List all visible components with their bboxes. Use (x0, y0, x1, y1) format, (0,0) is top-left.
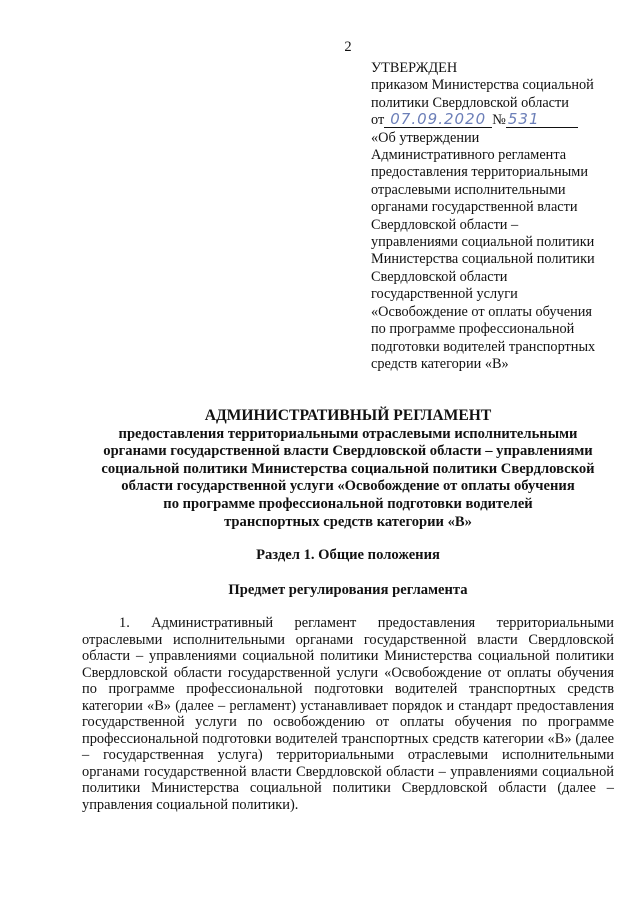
approval-title-line: средств категории «В» (371, 355, 509, 372)
approval-title-line: «Об утверждении (371, 129, 480, 146)
document-subtitle-line: по программе профессиональной подготовки водителей (163, 495, 533, 512)
document-subtitle-line: области государственной услуги «Освобождение от оплаты обучения (121, 478, 575, 495)
approval-title-line: предоставления территориальными (371, 164, 588, 181)
approval-title-line: органами государственной власти (371, 199, 578, 216)
approval-order-line: приказом Министерства социальной (371, 77, 594, 94)
document-subtitle-line: социальной политики Министерства социальной политики Свердловской (101, 460, 595, 477)
section-title: Раздел 1. Общие положения (256, 547, 440, 563)
document-subtitle-line: предоставления территориальными отраслевыми исполнительными (118, 425, 578, 442)
approval-title-line: по программе профессиональной (371, 321, 575, 338)
approval-title-line: управлениями социальной политики (371, 234, 595, 251)
handwritten-date: 07.09.2020 (384, 112, 492, 128)
approval-title-line: подготовки водителей транспортных (371, 338, 596, 355)
document-heading (82, 407, 614, 531)
subsection-title: Предмет регулирования регламента (228, 582, 468, 598)
approval-ministry-line: политики Свердловской области (371, 94, 569, 111)
document-subtitle-line: транспортных средств категории «В» (224, 513, 472, 530)
approval-title-line: государственной услуги (371, 286, 518, 303)
date-prefix: от (371, 112, 385, 129)
approval-title-line: Административного регламента (371, 147, 567, 164)
approval-title-line: Министерства социальной политики (371, 251, 595, 268)
approval-stamp-block (371, 60, 621, 373)
approval-title-line: Свердловской области – (371, 216, 519, 233)
number-prefix: № (492, 112, 506, 129)
approval-title-line: Свердловской области (371, 268, 508, 285)
approval-title-line: отраслевыми исполнительными (371, 181, 566, 198)
document-subtitle-line: органами государственной власти Свердловской области – управлениями (103, 443, 593, 460)
approval-date-number-line (371, 112, 621, 129)
paragraph-1: 1. Административный регламент предоставления территориальными отраслевыми исполнительными органами государственной власти Свердловской области – управлениями социальной политики Министерства социальной политики Свердловской области государственной услуги «Освобождение от оплаты обучения по программе профессиональной подготовки водителей транспортных средств категории «В» (далее – регламент) устанавливает порядок и стандарт предоставления государственной услуги по освобождению от оплаты обучения по программе профессиональной подготовки водителей транспортных средств категории «В» (далее – государственная услуга) территориальными отраслевыми исполнительными органами государственной власти Свердловской области – управлениями социальной политики Министерства социальной политики Свердловской области (далее – управления социальной политики). (82, 615, 614, 813)
approval-heading: УТВЕРЖДЕН (371, 60, 458, 76)
page-number: 2 (344, 39, 352, 55)
handwritten-order-number: 531 (506, 112, 578, 128)
approval-title-line: «Освобождение от оплаты обучения (371, 303, 592, 320)
document-title: АДМИНИСТРАТИВНЫЙ РЕГЛАМЕНТ (204, 407, 492, 424)
